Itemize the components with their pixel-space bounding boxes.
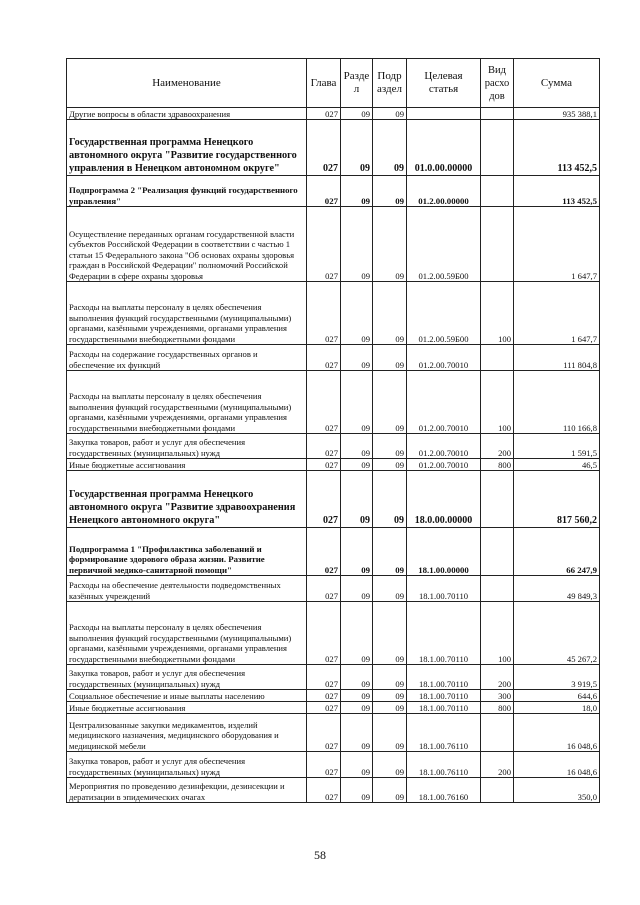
cell-subsection: 09 <box>373 714 407 752</box>
cell-chapter: 027 <box>307 108 341 120</box>
header-name: Наименование <box>67 59 307 108</box>
cell-chapter: 027 <box>307 752 341 778</box>
table-row <box>67 345 600 371</box>
cell-subsection: 09 <box>373 702 407 714</box>
cell-target: 01.2.00.00000 <box>407 176 481 207</box>
cell-expense-type: 100 <box>481 371 514 434</box>
cell-name: Расходы на обеспечение деятельности подведомственных казённых учреждений <box>67 576 307 602</box>
cell-amount: 113 452,5 <box>514 120 600 176</box>
cell-subsection: 09 <box>373 576 407 602</box>
cell-name: Социальное обеспечение и иные выплаты населению <box>67 690 307 702</box>
cell-subsection: 09 <box>373 752 407 778</box>
cell-amount: 111 804,8 <box>514 345 600 371</box>
cell-amount: 350,0 <box>514 778 600 803</box>
cell-chapter: 027 <box>307 207 341 282</box>
table-row <box>67 714 600 752</box>
cell-section: 09 <box>341 778 373 803</box>
cell-name: Закупка товаров, работ и услуг для обеспечения государственных (муниципальных) нужд <box>67 434 307 459</box>
cell-chapter: 027 <box>307 714 341 752</box>
cell-subsection: 09 <box>373 434 407 459</box>
cell-name: Централизованные закупки медикаментов, изделий медицинского назначения, медицинского оборудования и медицинской мебели <box>67 714 307 752</box>
cell-target: 18.1.00.70110 <box>407 576 481 602</box>
table-row <box>67 108 600 120</box>
cell-target: 18.1.00.76110 <box>407 752 481 778</box>
cell-target: 18.0.00.00000 <box>407 471 481 528</box>
cell-subsection: 09 <box>373 459 407 471</box>
cell-name: Другие вопросы в области здравоохранения <box>67 108 307 120</box>
cell-target: 01.2.00.59Б00 <box>407 282 481 345</box>
cell-name: Подпрограмма 2 "Реализация функций государственного управления" <box>67 176 307 207</box>
cell-chapter: 027 <box>307 371 341 434</box>
cell-chapter: 027 <box>307 120 341 176</box>
table-row <box>67 702 600 714</box>
header-target: Целевая статья <box>407 59 481 108</box>
cell-section: 09 <box>341 576 373 602</box>
cell-target: 18.1.00.76110 <box>407 714 481 752</box>
cell-expense-type <box>481 108 514 120</box>
cell-name: Мероприятия по проведению дезинфекции, дезинсекции и дератизации в эпидемических очагах <box>67 778 307 803</box>
cell-target: 01.2.00.59Б00 <box>407 207 481 282</box>
cell-expense-type: 100 <box>481 282 514 345</box>
table-row <box>67 665 600 690</box>
cell-name: Иные бюджетные ассигнования <box>67 702 307 714</box>
table-row <box>67 690 600 702</box>
cell-expense-type <box>481 207 514 282</box>
cell-target: 18.1.00.00000 <box>407 528 481 576</box>
cell-chapter: 027 <box>307 576 341 602</box>
cell-chapter: 027 <box>307 471 341 528</box>
table-row <box>67 176 600 207</box>
cell-target <box>407 108 481 120</box>
cell-section: 09 <box>341 702 373 714</box>
cell-target: 18.1.00.70110 <box>407 690 481 702</box>
cell-expense-type <box>481 120 514 176</box>
cell-target: 18.1.00.70110 <box>407 665 481 690</box>
cell-amount: 1 647,7 <box>514 207 600 282</box>
cell-subsection: 09 <box>373 528 407 576</box>
cell-expense-type: 200 <box>481 752 514 778</box>
cell-section: 09 <box>341 176 373 207</box>
cell-target: 18.1.00.70110 <box>407 602 481 665</box>
cell-amount: 16 048,6 <box>514 714 600 752</box>
cell-section: 09 <box>341 282 373 345</box>
cell-name: Закупка товаров, работ и услуг для обеспечения государственных (муниципальных) нужд <box>67 752 307 778</box>
cell-expense-type <box>481 778 514 803</box>
cell-name: Иные бюджетные ассигнования <box>67 459 307 471</box>
cell-chapter: 027 <box>307 459 341 471</box>
cell-expense-type <box>481 714 514 752</box>
cell-target: 18.1.00.76160 <box>407 778 481 803</box>
cell-subsection: 09 <box>373 690 407 702</box>
cell-chapter: 027 <box>307 282 341 345</box>
cell-section: 09 <box>341 108 373 120</box>
cell-target: 01.2.00.70010 <box>407 345 481 371</box>
cell-expense-type: 100 <box>481 602 514 665</box>
cell-amount: 644,6 <box>514 690 600 702</box>
cell-chapter: 027 <box>307 665 341 690</box>
cell-expense-type <box>481 471 514 528</box>
cell-name: Расходы на выплаты персоналу в целях обеспечения выполнения функций государственными (муниципальными) органами, казёнными учреждениями, органами управления государственными внебюджетными фондами <box>67 371 307 434</box>
table-body <box>67 108 600 803</box>
cell-section: 09 <box>341 690 373 702</box>
cell-amount: 110 166,8 <box>514 371 600 434</box>
header-subsection: Подр аздел <box>373 59 407 108</box>
cell-section: 09 <box>341 459 373 471</box>
cell-amount: 18,0 <box>514 702 600 714</box>
cell-chapter: 027 <box>307 345 341 371</box>
cell-section: 09 <box>341 434 373 459</box>
cell-expense-type: 200 <box>481 665 514 690</box>
cell-amount: 66 247,9 <box>514 528 600 576</box>
cell-chapter: 027 <box>307 176 341 207</box>
cell-amount: 16 048,6 <box>514 752 600 778</box>
cell-target: 01.2.00.70010 <box>407 434 481 459</box>
cell-name: Закупка товаров, работ и услуг для обеспечения государственных (муниципальных) нужд <box>67 665 307 690</box>
table-row <box>67 576 600 602</box>
cell-section: 09 <box>341 207 373 282</box>
cell-expense-type: 800 <box>481 459 514 471</box>
cell-amount: 113 452,5 <box>514 176 600 207</box>
cell-name: Подпрограмма 1 "Профилактика заболеваний и формирование здорового образа жизни. Развитие первичной медико-санитарной помощи" <box>67 528 307 576</box>
cell-amount: 1 591,5 <box>514 434 600 459</box>
cell-expense-type: 800 <box>481 702 514 714</box>
table-row <box>67 778 600 803</box>
cell-chapter: 027 <box>307 528 341 576</box>
header-expense-type: Вид расхо дов <box>481 59 514 108</box>
cell-name: Государственная программа Ненецкого автономного округа "Развитие здравоохранения Ненецкого автономного округа" <box>67 471 307 528</box>
cell-name: Расходы на выплаты персоналу в целях обеспечения выполнения функций государственными (муниципальными) органами, казёнными учреждениями, органами управления государственными внебюджетными фондами <box>67 602 307 665</box>
cell-subsection: 09 <box>373 207 407 282</box>
cell-amount: 45 267,2 <box>514 602 600 665</box>
cell-expense-type: 300 <box>481 690 514 702</box>
cell-chapter: 027 <box>307 702 341 714</box>
cell-chapter: 027 <box>307 602 341 665</box>
table-row <box>67 120 600 176</box>
page-number: 58 <box>314 848 326 862</box>
cell-amount: 817 560,2 <box>514 471 600 528</box>
table-row <box>67 602 600 665</box>
cell-section: 09 <box>341 752 373 778</box>
cell-expense-type <box>481 176 514 207</box>
cell-section: 09 <box>341 665 373 690</box>
table-row <box>67 459 600 471</box>
cell-section: 09 <box>341 120 373 176</box>
cell-subsection: 09 <box>373 665 407 690</box>
cell-section: 09 <box>341 471 373 528</box>
cell-expense-type: 200 <box>481 434 514 459</box>
cell-amount: 3 919,5 <box>514 665 600 690</box>
cell-expense-type <box>481 345 514 371</box>
header-section: Разде л <box>341 59 373 108</box>
cell-subsection: 09 <box>373 602 407 665</box>
cell-target: 01.0.00.00000 <box>407 120 481 176</box>
table-row <box>67 282 600 345</box>
cell-subsection: 09 <box>373 108 407 120</box>
table-row <box>67 752 600 778</box>
cell-amount: 1 647,7 <box>514 282 600 345</box>
cell-target: 01.2.00.70010 <box>407 371 481 434</box>
cell-expense-type <box>481 528 514 576</box>
cell-chapter: 027 <box>307 690 341 702</box>
cell-chapter: 027 <box>307 434 341 459</box>
cell-subsection: 09 <box>373 345 407 371</box>
cell-chapter: 027 <box>307 778 341 803</box>
cell-section: 09 <box>341 371 373 434</box>
cell-section: 09 <box>341 714 373 752</box>
budget-table <box>66 58 600 803</box>
table-row <box>67 207 600 282</box>
cell-section: 09 <box>341 602 373 665</box>
cell-amount: 46,5 <box>514 459 600 471</box>
cell-name: Расходы на содержание государственных органов и обеспечение их функций <box>67 345 307 371</box>
table-header-row <box>67 59 600 108</box>
cell-section: 09 <box>341 528 373 576</box>
cell-subsection: 09 <box>373 471 407 528</box>
table-row <box>67 528 600 576</box>
cell-expense-type <box>481 576 514 602</box>
cell-name: Государственная программа Ненецкого автономного округа "Развитие государственного управления в Ненецком автономном округе" <box>67 120 307 176</box>
cell-target: 01.2.00.70010 <box>407 459 481 471</box>
cell-amount: 935 388,1 <box>514 108 600 120</box>
cell-target: 18.1.00.70110 <box>407 702 481 714</box>
cell-subsection: 09 <box>373 282 407 345</box>
header-amount: Сумма <box>514 59 600 108</box>
cell-section: 09 <box>341 345 373 371</box>
cell-subsection: 09 <box>373 778 407 803</box>
header-chapter: Глава <box>307 59 341 108</box>
cell-subsection: 09 <box>373 176 407 207</box>
cell-subsection: 09 <box>373 120 407 176</box>
table-row <box>67 434 600 459</box>
table-row <box>67 371 600 434</box>
cell-name: Расходы на выплаты персоналу в целях обеспечения выполнения функций государственными (муниципальными) органами, казёнными учреждениями, органами управления государственными внебюджетными фондами <box>67 282 307 345</box>
cell-name: Осуществление переданных органам государственной власти субъектов Российской Федерации в соответствии с частью 1 статьи 15 Федерального закона "Об основах охраны здоровья граждан в Российской Федерации" полномочий Российской Федерации в сфере охраны здоровья <box>67 207 307 282</box>
cell-amount: 49 849,3 <box>514 576 600 602</box>
table-row <box>67 471 600 528</box>
cell-subsection: 09 <box>373 371 407 434</box>
